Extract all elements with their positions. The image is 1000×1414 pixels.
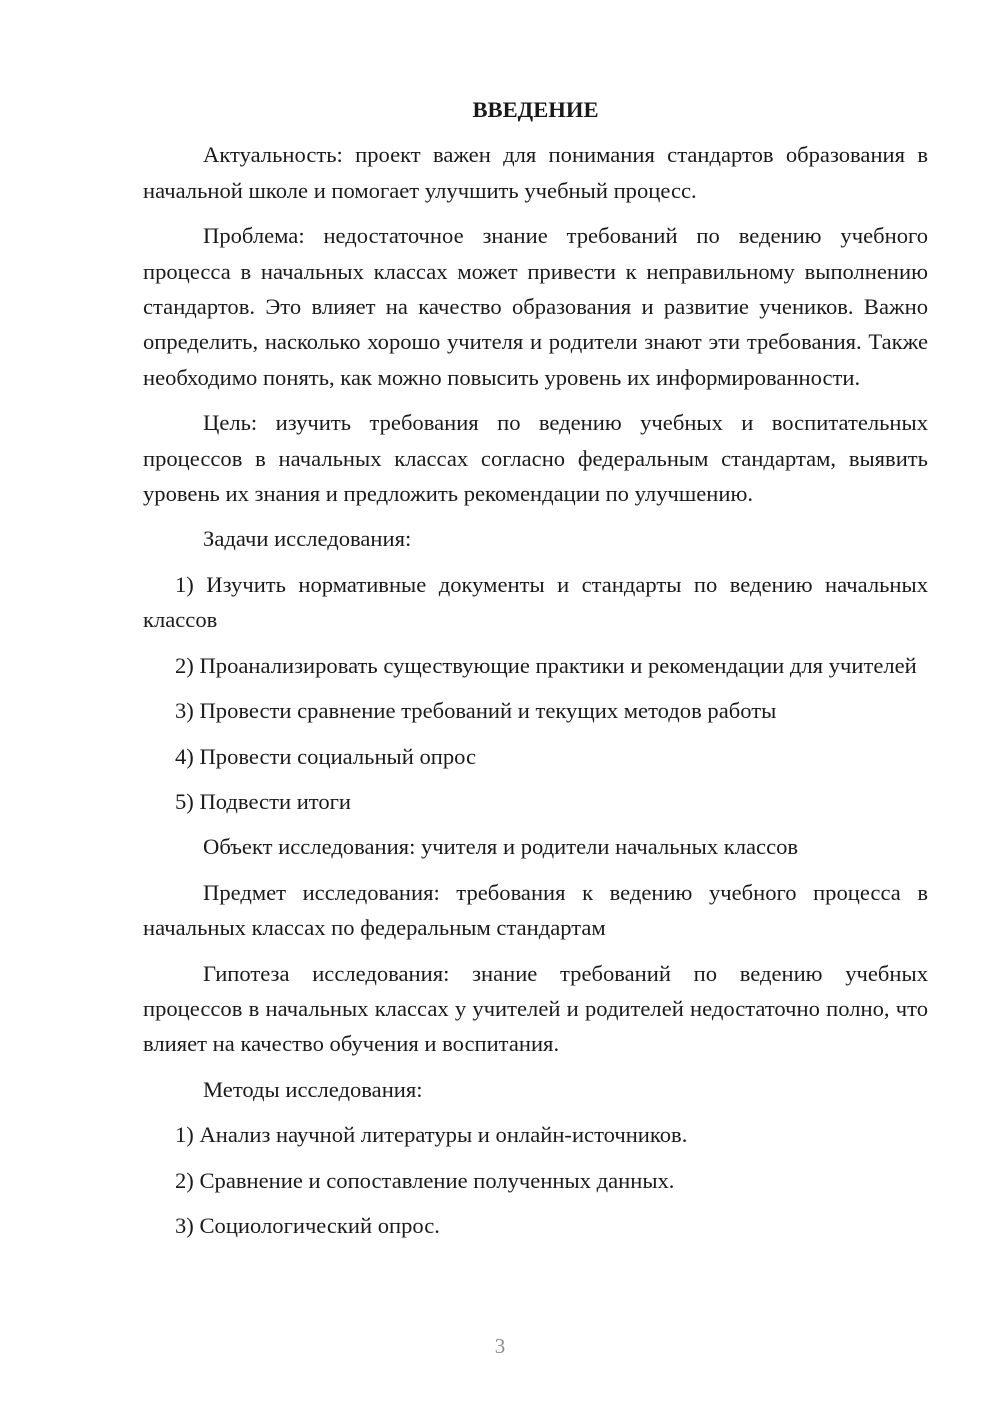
paragraph-object: Объект исследования: учителя и родители начальных классов [203, 834, 799, 860]
paragraph-tasks-heading: Задачи исследования: [203, 526, 412, 552]
method-item-1: 1) Анализ научной литературы и онлайн-источников. [175, 1122, 688, 1148]
paragraph-problem: Проблема: недостаточное знание требований по ведению учебного процесса в начальных классах может привести к неправильному выполнению стандартов. Это влияет на качество образования и развитие учеников. Важно определить, насколько хорошо учителя и родители знают эти требования. Также необходимо понять, как можно повысить уровень их информированности. [143, 223, 928, 390]
task-item-4: 4) Провести социальный опрос [175, 743, 477, 769]
task-item-3: 3) Провести сравнение требований и текущих методов работы [175, 698, 777, 724]
section-title: ВВЕДЕНИЕ [472, 97, 599, 122]
paragraph-methods-heading: Методы исследования: [203, 1076, 423, 1102]
page-number: 3 [494, 1334, 506, 1358]
paragraph-hypothesis: Гипотеза исследования: знание требований по ведению учебных процессов в начальных классах у учителей и родителей недостаточно полно, что влияет на качество обучения и воспитания. [143, 960, 928, 1057]
task-item-2: 2) Проанализировать существующие практики и рекомендации для учителей [175, 652, 917, 678]
document-body [143, 92, 928, 1253]
task-item-1: 1) Изучить нормативные документы и стандарты по ведению начальных классов [143, 571, 928, 633]
paragraph-goal: Цель: изучить требования по ведению учебных и воспитательных процессов в начальных классах согласно федеральным стандартам, выявить уровень их знания и предложить рекомендации по улучшению. [143, 410, 928, 507]
paragraph-relevance: Актуальность: проект важен для понимания стандартов образования в начальной школе и помогает улучшить учебный процесс. [143, 142, 928, 203]
method-item-3: 3) Социологический опрос. [175, 1212, 440, 1238]
task-item-5: 5) Подвести итоги [175, 788, 352, 814]
paragraph-subject: Предмет исследования: требования к ведению учебного процесса в начальных классах по федеральным стандартам [143, 879, 928, 941]
method-item-2: 2) Сравнение и сопоставление полученных данных. [175, 1167, 675, 1193]
